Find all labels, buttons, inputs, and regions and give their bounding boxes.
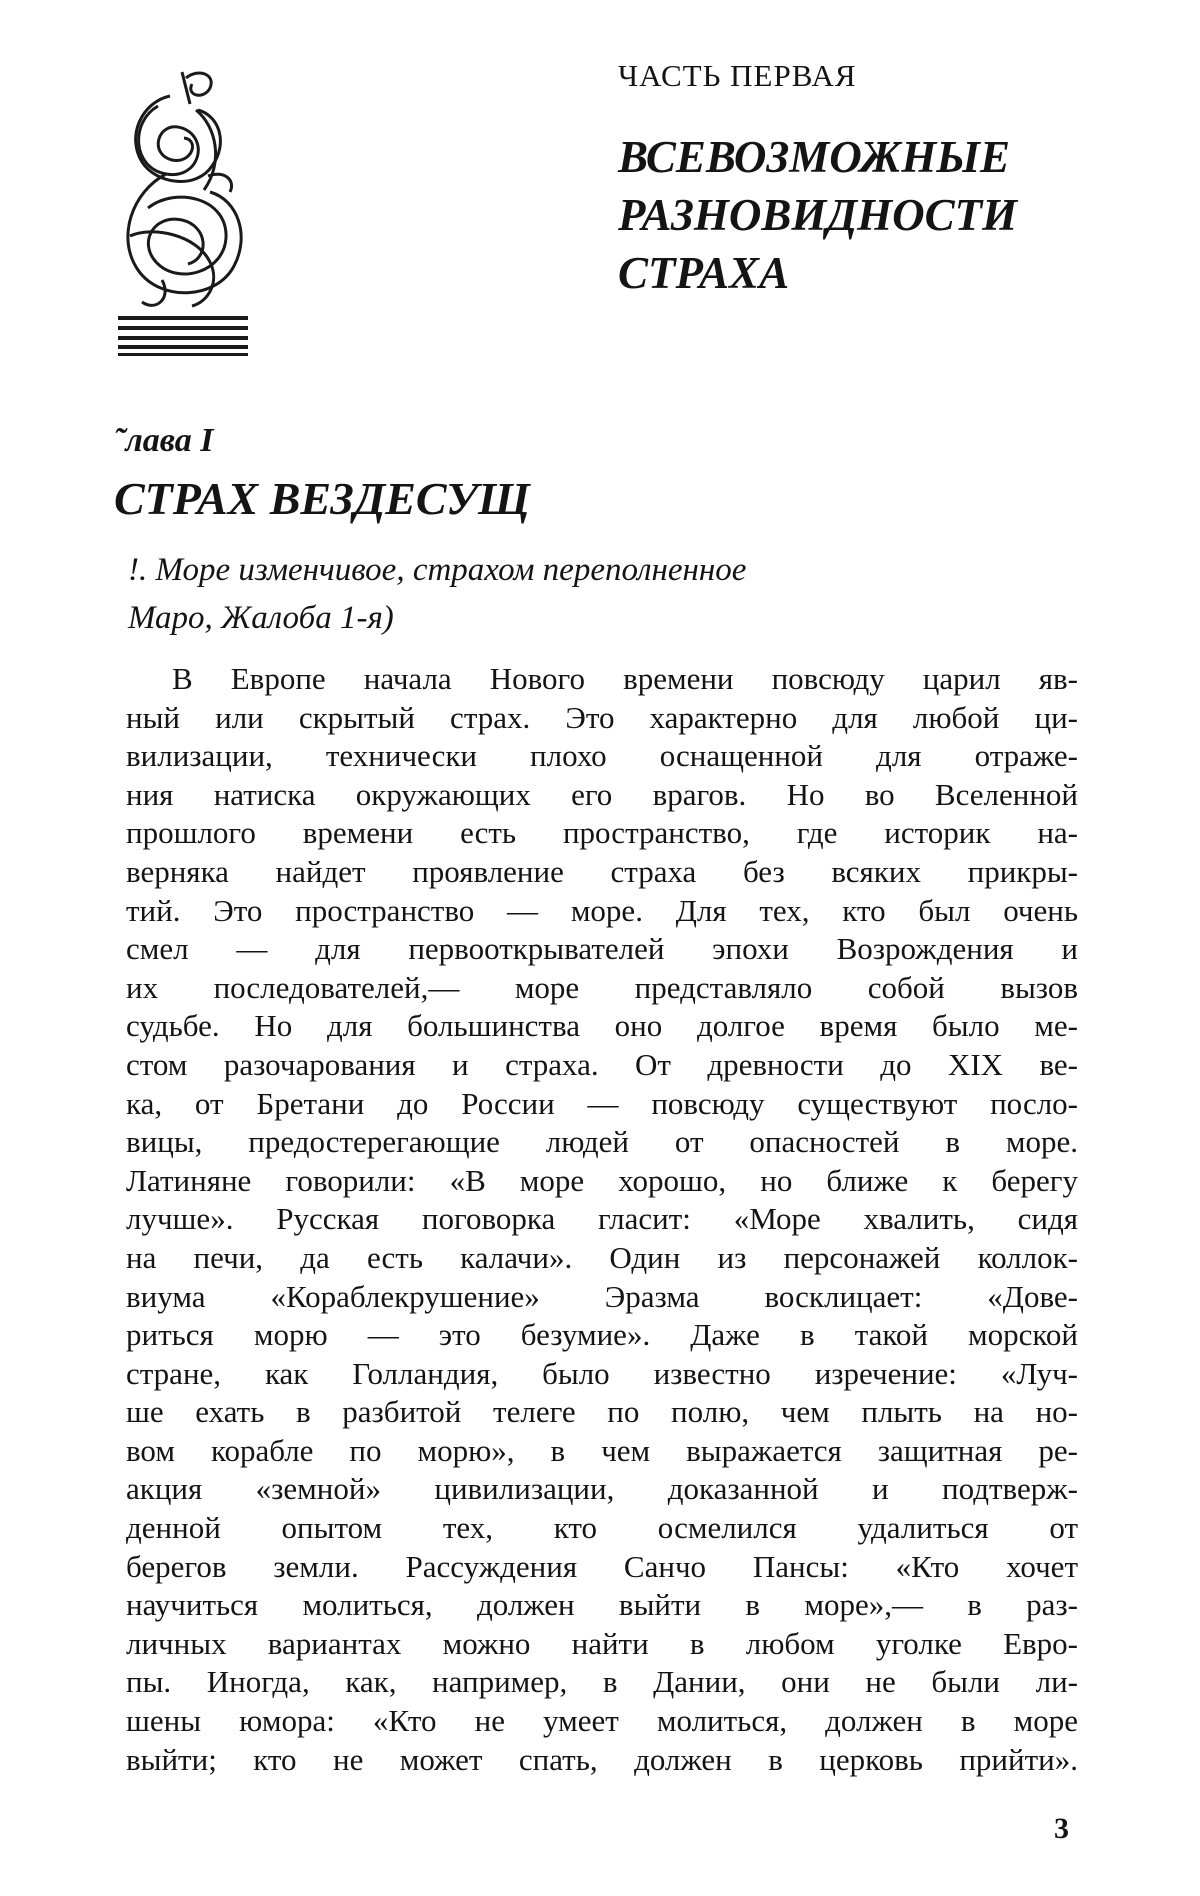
body-line: смел — для первооткрывателей эпохи Возрождения и	[126, 931, 1078, 967]
body-line: судьбе. Но для большинства оно долгое время было ме-	[126, 1008, 1078, 1044]
section-title-line: Маро, Жалоба 1-я)	[128, 600, 394, 636]
body-line: прошлого времени есть пространство, где историк на-	[126, 815, 1078, 851]
body-line: риться морю — это безумие». Даже в такой морской	[126, 1317, 1078, 1353]
body-line: В Европе начала Нового времени повсюду царил яв-	[172, 661, 1078, 696]
body-line: ше ехать в разбитой телеге по полю, чем плыть на но-	[126, 1394, 1078, 1430]
body-line: виума «Кораблекрушение» Эразма восклицает: «Дове-	[126, 1278, 1078, 1314]
body-line: ка, от Бретани до России — повсюду существуют посло-	[126, 1085, 1078, 1121]
body-line: научиться молиться, должен выйти в море»,— в раз-	[126, 1587, 1078, 1623]
celtic-knot-ornament-icon	[112, 66, 254, 356]
body-line: вицы, предостерегающие людей от опасностей в море.	[126, 1124, 1078, 1160]
body-line: их последователей,— море представляло собой вызов	[126, 969, 1078, 1005]
section-title	[128, 546, 746, 642]
part-title-line: СТРАХА	[618, 248, 790, 298]
body-line: берегов земли. Рассуждения Санчо Пансы: «Кто хочет	[126, 1548, 1078, 1584]
part-title-line: РАЗНОВИДНОСТИ	[618, 190, 1018, 240]
body-line: пы. Иногда, как, например, в Дании, они не были ли-	[126, 1664, 1078, 1700]
body-line: ный или скрытый страх. Это характерно для любой ци-	[126, 699, 1078, 735]
body-line: стом разочарования и страха. От древности до XIX ве-	[126, 1046, 1078, 1082]
part-label: ЧАСТЬ ПЕРВАЯ	[618, 58, 857, 93]
body-line: стране, как Голландия, было известно изречение: «Луч-	[126, 1355, 1078, 1391]
body-line: вом корабле по морю», в чем выражается защитная ре-	[126, 1432, 1078, 1468]
section-title-line: !. Море изменчивое, страхом переполненное	[128, 552, 747, 588]
body-line: тий. Это пространство — море. Для тех, кто был очень	[126, 892, 1078, 928]
body-line: выйти; кто не может спать, должен в церковь прийти».	[126, 1741, 1078, 1777]
body-line: лучше». Русская поговорка гласит: «Море хвалить, сидя	[126, 1201, 1078, 1237]
body-line: ния натиска окружающих его врагов. Но во Вселенной	[126, 776, 1078, 812]
chapter-label: ˜лава I	[114, 422, 214, 459]
body-line: личных вариантах можно найти в любом уголке Евро-	[126, 1625, 1078, 1661]
chapter-title: СТРАХ ВЕЗДЕСУЩ	[114, 473, 530, 524]
body-line: шены юмора: «Кто не умеет молиться, должен в море	[126, 1703, 1078, 1739]
body-paragraph	[126, 660, 1078, 1779]
part-title-line: ВСЕВОЗМОЖНЫЕ	[618, 132, 1010, 182]
body-line: верняка найдет проявление страха без всяких прикры-	[126, 853, 1078, 889]
part-title	[618, 128, 1017, 302]
body-line: вилизации, технически плохо оснащенной для отраже-	[126, 738, 1078, 774]
body-line: акция «земной» цивилизации, доказанной и подтверж-	[126, 1471, 1078, 1507]
body-line: денной опытом тех, кто осмелился удалиться от	[126, 1510, 1078, 1546]
body-line: Латиняне говорили: «В море хорошо, но ближе к берегу	[126, 1162, 1078, 1198]
body-line: на печи, да есть калачи». Один из персонажей коллок-	[126, 1239, 1078, 1275]
page-number: 3	[1054, 1812, 1069, 1845]
